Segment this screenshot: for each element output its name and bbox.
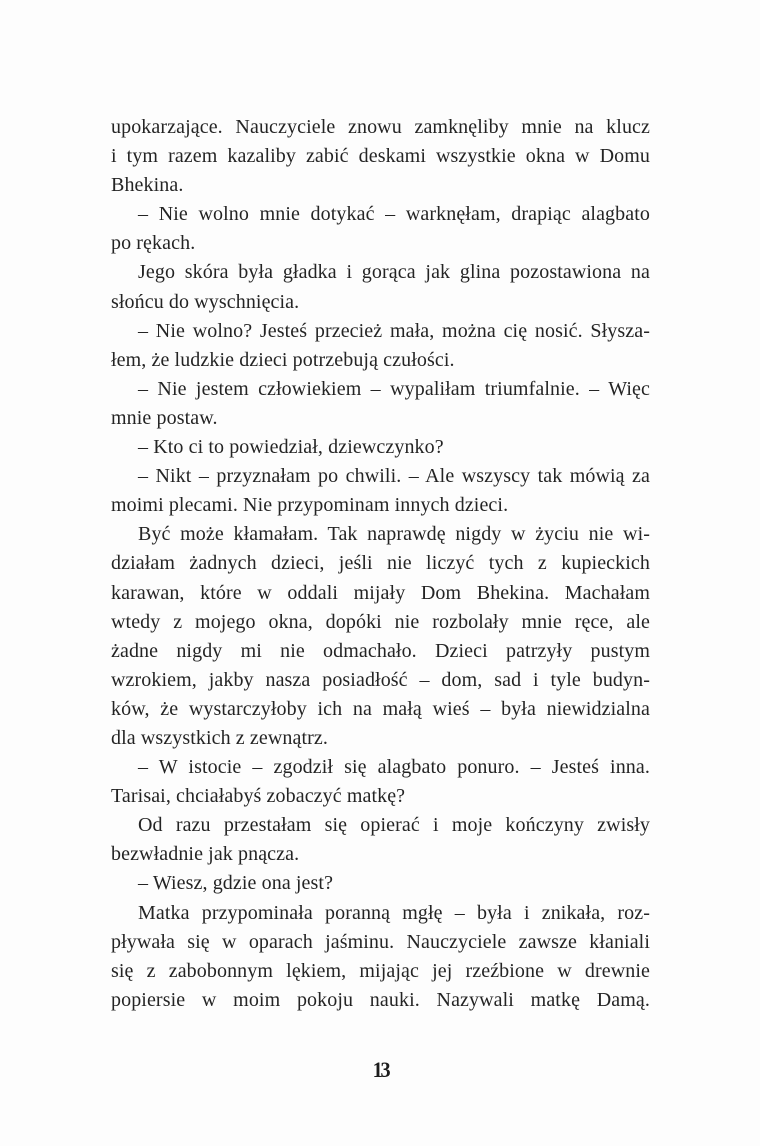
text-line: po rękach. [111,232,196,255]
text-line: Bhekina. [111,174,184,197]
text-line: Jego skóra była gładka i gorąca jak glina pozostawiona na [138,261,650,284]
text-line: Od razu przestałam się opierać i moje kończyny zwisły [138,814,650,837]
text-line: ków, że wystarczyłoby ich na małą wieś – była niewidzialna [111,697,650,720]
text-line: upokarzające. Nauczyciele znowu zamknęliby mnie na klucz [111,116,650,138]
text-line: wzrokiem, jakby nasza posiadłość – dom, sad i tyle budyn- [111,668,650,691]
text-line: dla wszystkich z zewnątrz. [111,726,328,749]
text-line: bezwładnie jak pnącza. [111,843,300,866]
text-line: Tarisai, chciałabyś zobaczyć matkę? [111,785,406,808]
text-line: moimi plecami. Nie przypominam innych dzieci. [111,494,509,517]
text-line: – Kto ci to powiedział, dziewczynko? [138,436,444,459]
text-line: i tym razem kazaliby zabić deskami wszystkie okna w Domu [111,145,650,168]
text-line: wtedy z mojego okna, dopóki nie rozbolały mnie ręce, ale [111,610,650,633]
text-line: pływała się w oparach jaśminu. Nauczyciele zawsze kłaniali [111,930,650,953]
text-line: – Nie wolno? Jesteś przecież mała, można cię nosić. Słysza- [138,319,650,342]
text-line: – Nie wolno mnie dotykać – warknęłam, drapiąc alagbato [138,203,650,226]
text-line: – W istocie – zgodził się alagbato ponuro. – Jesteś inna. [138,756,650,779]
body-text [111,113,650,1015]
text-line: Być może kłamałam. Tak naprawdę nigdy w życiu nie wi- [138,523,650,546]
text-line: działam żadnych dzieci, jeśli nie liczyć tych z kupieckich [111,552,650,575]
text-line: słońcu do wyschnięcia. [111,290,300,313]
text-line: się z zabobonnym lękiem, mijając jej rzeźbione w drewnie [111,959,650,982]
text-line: karawan, które w oddali mijały Dom Bhekina. Machałam [111,581,650,604]
text-line: – Wiesz, gdzie ona jest? [138,872,334,895]
page-number: 13 [372,1057,389,1082]
text-line: łem, że ludzkie dzieci potrzebują czułości. [111,348,455,371]
text-line: mnie postaw. [111,406,218,429]
text-line: – Nikt – przyznałam po chwili. – Ale wszyscy tak mówią za [138,465,650,488]
text-line: żadne nigdy mi nie odmachało. Dzieci patrzyły pustym [111,639,650,662]
text-line: – Nie jestem człowiekiem – wypaliłam triumfalnie. – Więc [138,377,650,400]
text-line: popiersie w moim pokoju nauki. Nazywali matkę Damą. [111,988,650,1011]
text-line: Matka przypominała poranną mgłę – była i znikała, roz- [138,901,650,924]
